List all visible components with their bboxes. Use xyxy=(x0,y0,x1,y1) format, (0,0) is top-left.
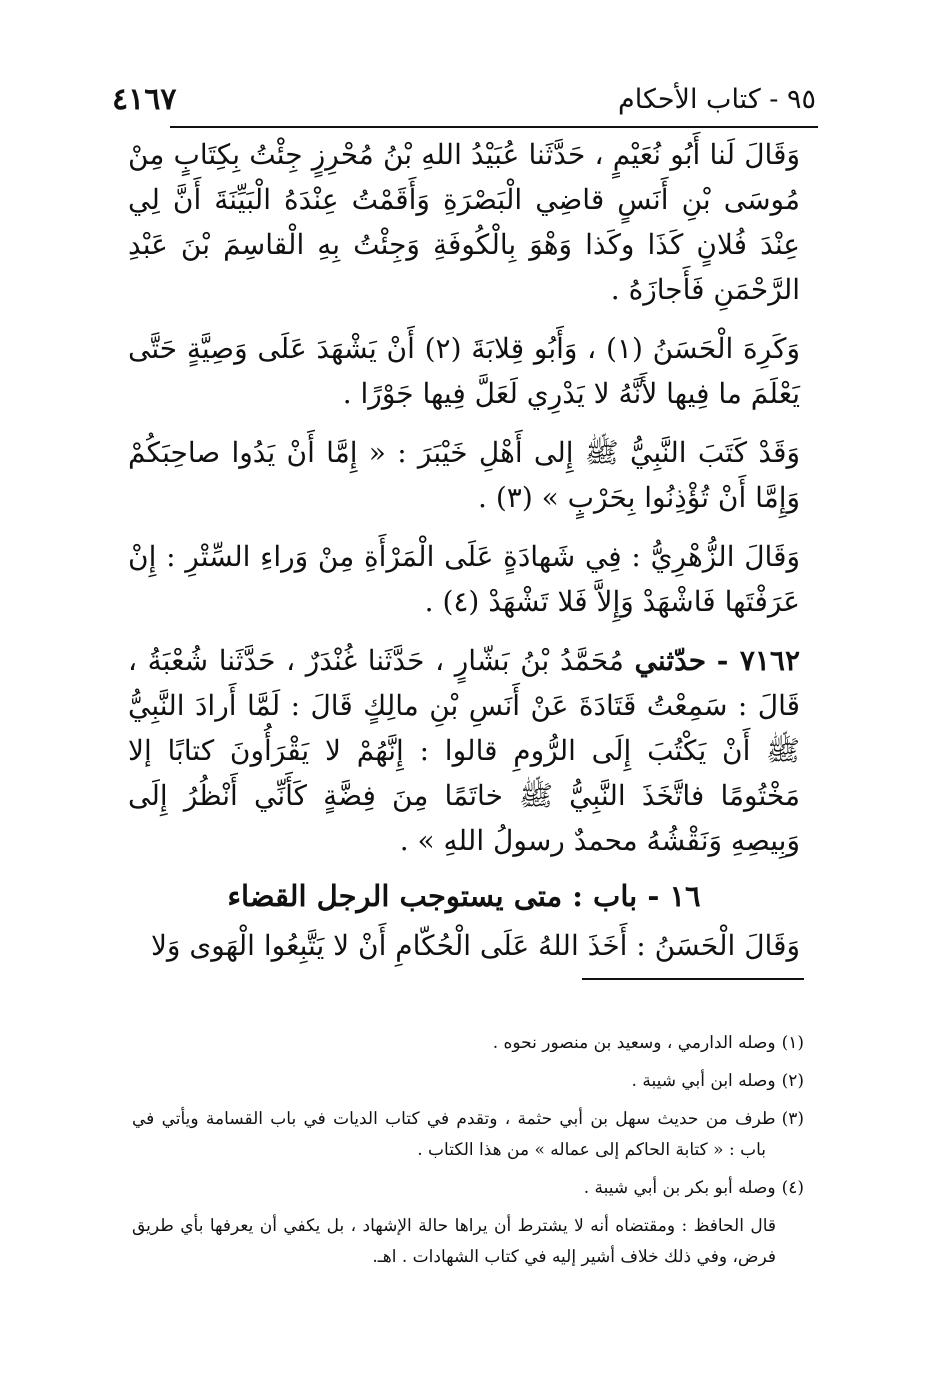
footnote-number: (٤) xyxy=(781,1178,804,1198)
footnote-text: وصله أبو بكر بن أبي شيبة . xyxy=(583,1178,776,1198)
footnote-rule xyxy=(582,978,804,980)
hadith-7162 xyxy=(128,638,800,863)
footnotes xyxy=(132,1028,804,1280)
page-header xyxy=(112,78,816,128)
hadith-lead: حدّثني xyxy=(634,644,707,677)
paragraph-abu-nuaim: وَقَالَ لَنا أَبُو نُعَيْمٍ ، حَدَّثَنا عُبَيْدُ اللهِ بْنُ مُحْرِزٍ جِئْتُ بِكِتَابٍ مِنْ مُوسَى بْنِ أَنَسٍ قاضِي الْبَصْرَةِ وَأَقَمْتُ عِنْدَهُ الْبَيِّنَةَ أَنَّ لِي عِنْدَ فُلانٍ كَذَا وكَذا وَهْوَ بِالْكُوفَةِ وَجِئْتُ بِهِ الْقاسِمَ بْنَ عَبْدِ الرَّحْمَنِ فَأَجازَهُ . xyxy=(128,138,801,306)
footnote-text: وصله الدارمي ، وسعيد بن منصور نحوه . xyxy=(492,1033,776,1053)
main-text xyxy=(128,132,800,968)
page-number: ٤١٦٧ xyxy=(112,82,177,117)
paragraph-after-heading: وَقَالَ الْحَسَنُ : أَخَذَ اللهُ عَلَى الْحُكّامِ أَنْ لا يَتَّبِعُوا الْهَوى وَلا xyxy=(150,929,800,962)
footnote-text: وصله ابن أبي شيبة . xyxy=(631,1071,776,1091)
footnote-4 xyxy=(132,1173,804,1204)
footnote-number: (١) xyxy=(781,1033,804,1053)
footnote-commentary: قال الحافظ : ومقتضاه أنه لا يشترط أن يراها حالة الإشهاد ، بل يكفي أن يعرفها بأي طريق فرض، وفي ذلك خلاف أشير إليه في كتاب الشهادات . اهـ. xyxy=(132,1216,776,1267)
hadith-text: مُحَمَّدُ بْنُ بَشّارٍ ، حَدَّثَنا غُنْدَرٌ ، حَدَّثَنا شُعْبَةُ ، قَالَ : سَمِعْتُ قَتَادَةَ عَنْ أَنَسِ بْنِ مالِكٍ قَالَ : لَمَّا أَرادَ النَّبِيُّ ﷺ أَنْ يَكْتُبَ إِلَى الرُّومِ قالوا : إِنَّهُمْ لا يَقْرَأُونَ كتابًا إلا مَخْتُومًا فاتَّخَذَ النَّبِيُّ ﷺ خاتَمًا مِنَ فِضَّةٍ كَأَنِّي أَنْظُرُ إِلَى وَبِيصِهِ وَنَقْشُهُ محمدٌ رسولُ اللهِ » . xyxy=(128,644,800,857)
paragraph-khaybar-letter: وَقَدْ كَتَبَ النَّبِيُّ ﷺ إِلى أَهْلِ خَيْبَرَ : « إِمَّا أَنْ يَدُوا صاحِبَكُمْ وَإِمَّا أَنْ تُؤْذِنُوا بِحَرْبٍ » (٣) . xyxy=(128,436,800,514)
header-rule xyxy=(170,126,818,128)
footnote-number: (٢) xyxy=(781,1071,804,1091)
hadith-number: ٧١٦٢ - xyxy=(716,644,800,677)
footnote-3 xyxy=(132,1104,804,1166)
running-title: ٩٥ - كتاب الأحكام xyxy=(618,84,816,115)
footnote-text: طرف من حديث سهل بن أبي حثمة ، وتقدم في كتاب الديات في باب القسامة ويأتي في باب : « كتابة الحاكم إلى عماله » من هذا الكتاب . xyxy=(132,1109,776,1160)
footnote-number: (٣) xyxy=(781,1109,804,1129)
paragraph-zuhri: وَقَالَ الزُّهْرِيُّ : فِي شَهادَةٍ عَلَى الْمَرْأَةِ مِنْ وَراءِ السِّتْرِ : إِنْ عَرَفْتَها فَاشْهَدْ وَإِلاَّ فَلا تَشْهَدْ (٤) . xyxy=(128,540,800,618)
paragraph-hasan-abu-qilaba: وَكَرِهَ الْحَسَنُ (١) ، وَأَبُو قِلابَةَ (٢) أَنْ يَشْهَدَ عَلَى وَصِيَّةٍ حَتَّى يَعْلَمَ ما فِيها لأَنَّهُ لا يَدْرِي لَعَلَّ فِيها جَوْرًا . xyxy=(128,332,800,410)
footnote-2 xyxy=(132,1066,804,1097)
footnote-1 xyxy=(132,1028,804,1059)
chapter-heading: ١٦ - باب : متى يستوجب الرجل القضاء xyxy=(227,879,701,913)
